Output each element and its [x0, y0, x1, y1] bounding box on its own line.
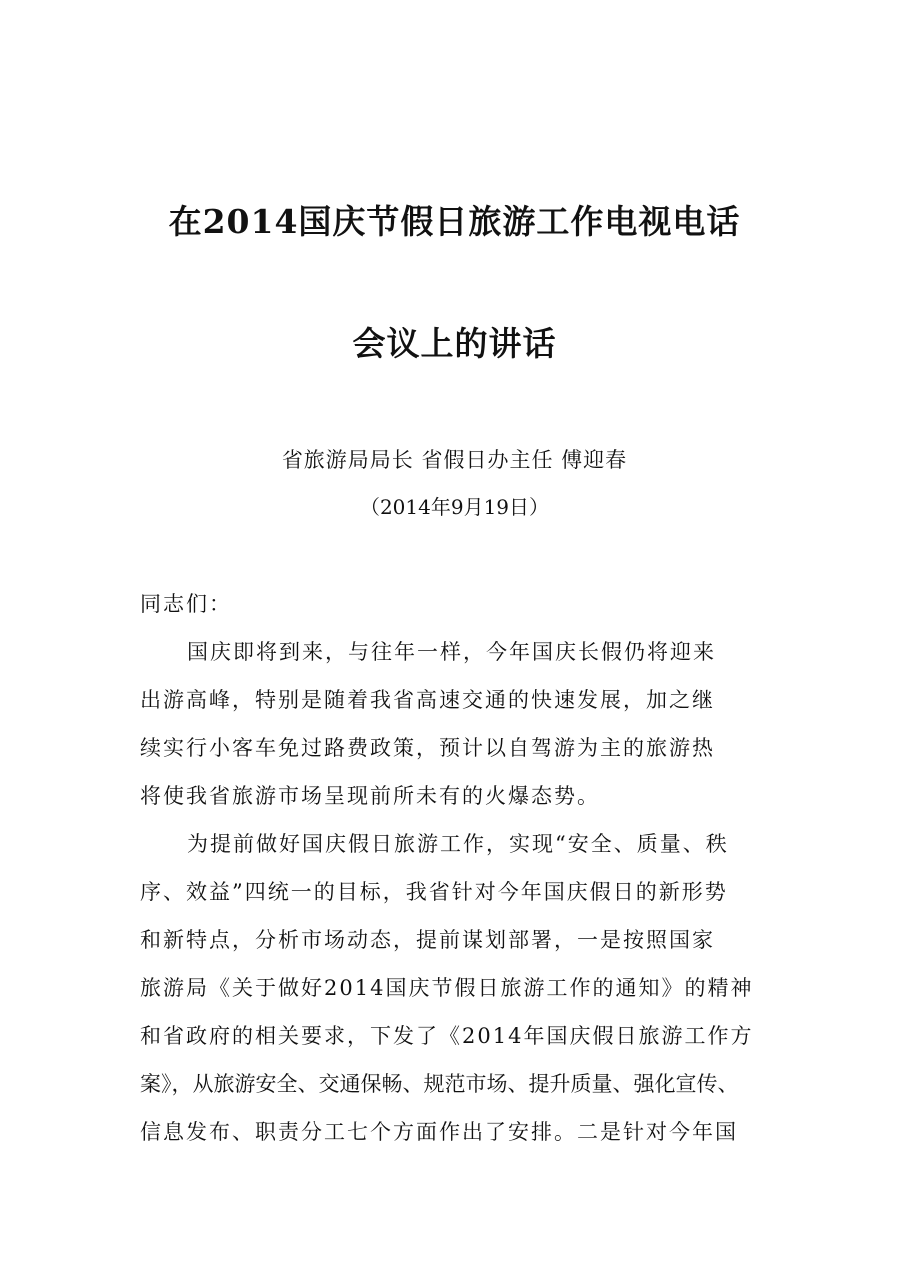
salutation: 同志们：	[140, 592, 232, 616]
paragraph-2-line: 旅游局《关于做好2014国庆节假日旅游工作的通知》的精神	[140, 976, 754, 1000]
paragraph-2-line: 案》，从旅游安全、交通保畅、规范市场、提升质量、强化宣传、	[140, 1072, 739, 1096]
paragraph-1-line: 续实行小客车免过路费政策，预计以自驾游为主的旅游热	[140, 736, 715, 760]
speaker-byline: 省旅游局局长 省假日办主任 傅迎春	[281, 448, 628, 472]
paragraph-2-line: 信息发布、职责分工七个方面作出了安排。二是针对今年国	[140, 1120, 738, 1144]
paragraph-1-line: 出游高峰，特别是随着我省高速交通的快速发展，加之继	[140, 688, 715, 712]
paragraph-2-line: 为提前做好国庆假日旅游工作，实现“安全、质量、秩	[187, 832, 729, 856]
paragraph-2-line: 序、效益”四统一的目标，我省针对今年国庆假日的新形势	[140, 880, 728, 904]
paragraph-2-line: 和省政府的相关要求，下发了《2014年国庆假日旅游工作方	[140, 1024, 754, 1048]
paragraph-2-line: 和新特点，分析市场动态，提前谋划部署，一是按照国家	[140, 928, 715, 952]
paragraph-1-line: 将使我省旅游市场呈现前所未有的火爆态势。	[140, 784, 600, 808]
paragraph-1-line: 国庆即将到来，与往年一样，今年国庆长假仍将迎来	[187, 640, 716, 664]
speech-date: （2014年9月19日）	[359, 495, 550, 519]
document-title-line-1: 在2014国庆节假日旅游工作电视电话	[168, 202, 741, 241]
document-title-line-2: 会议上的讲话	[352, 324, 557, 363]
